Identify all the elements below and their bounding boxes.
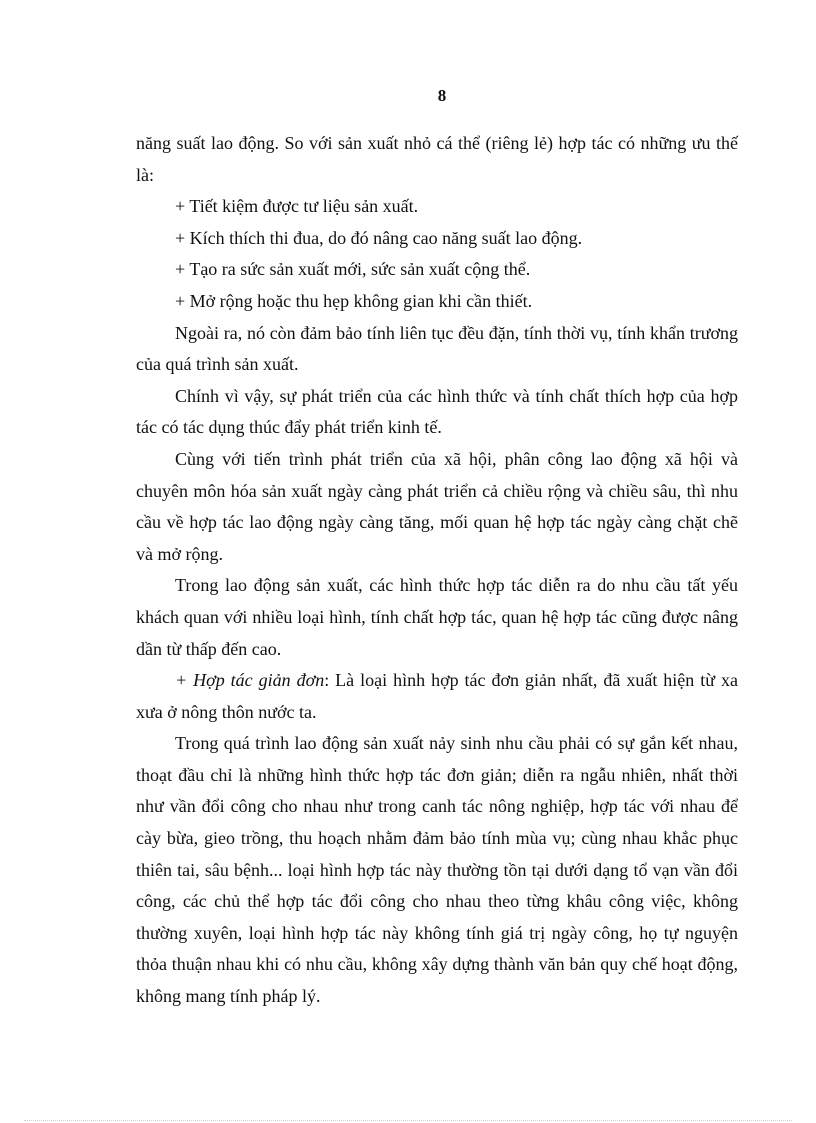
page-bottom-divider xyxy=(24,1120,792,1121)
list-item: + Kích thích thi đua, do đó nâng cao năng suất lao động. xyxy=(175,227,583,248)
paragraph: Chính vì vậy, sự phát triển của các hình thức và tính chất thích hợp của hợp tác có tác dụng thúc đẩy phát triển kinh tế. xyxy=(136,385,738,438)
term-label: + Hợp tác giản đơn xyxy=(175,670,325,691)
document-body xyxy=(136,128,738,1013)
page-number: 8 xyxy=(437,86,447,105)
term-definition: : Là loại hình hợp tác đơn giản nhất, đã xuất hiện từ xa xưa ở nông thôn nước ta. xyxy=(136,670,738,722)
paragraph: năng suất lao động. So với sản xuất nhỏ cá thể (riêng lẻ) hợp tác có những ưu thế là: xyxy=(136,133,738,185)
paragraph-simple-cooperation xyxy=(136,665,738,728)
paragraph: Ngoài ra, nó còn đảm bảo tính liên tục đều đặn, tính thời vụ, tính khẩn trương của quá trình sản xuất. xyxy=(136,322,738,375)
paragraph: Trong quá trình lao động sản xuất nảy sinh nhu cầu phải có sự gắn kết nhau, thoạt đầu chỉ là những hình thức hợp tác đơn giản; diễn ra ngẫu nhiên, nhất thời như vần đổi công cho nhau như trong canh tác nông nghiệp, hợp tác với nhau để cày bừa, gieo trồng, thu hoạch nhằm đảm bảo tính mùa vụ; cùng nhau khắc phục thiên tai, sâu bệnh... loại hình hợp tác này thường tồn tại dưới dạng tổ vạn vần đổi công, các chủ thể hợp tác đổi công cho nhau theo từng khâu công việc, không thường xuyên, loại hình hợp tác này không tính giá trị ngày công, họ tự nguyện thỏa thuận nhau khi có nhu cầu, không xây dựng thành văn bản quy chế hoạt động, không mang tính pháp lý. xyxy=(136,733,738,1007)
list-item: + Tiết kiệm được tư liệu sản xuất. xyxy=(175,196,419,217)
list-item: + Tạo ra sức sản xuất mới, sức sản xuất cộng thể. xyxy=(175,259,531,280)
paragraph: Trong lao động sản xuất, các hình thức hợp tác diễn ra do nhu cầu tất yếu khách quan với nhiều loại hình, tính chất hợp tác, quan hệ hợp tác cũng được nâng dần từ thấp đến cao. xyxy=(136,575,738,659)
paragraph: Cùng với tiến trình phát triển của xã hội, phân công lao động xã hội và chuyên môn hóa sản xuất ngày càng phát triển cả chiều rộng và chiều sâu, thì nhu cầu về hợp tác lao động ngày càng tăng, mối quan hệ hợp tác ngày càng chặt chẽ và mở rộng. xyxy=(136,448,738,564)
list-item: + Mở rộng hoặc thu hẹp không gian khi cần thiết. xyxy=(175,290,533,311)
